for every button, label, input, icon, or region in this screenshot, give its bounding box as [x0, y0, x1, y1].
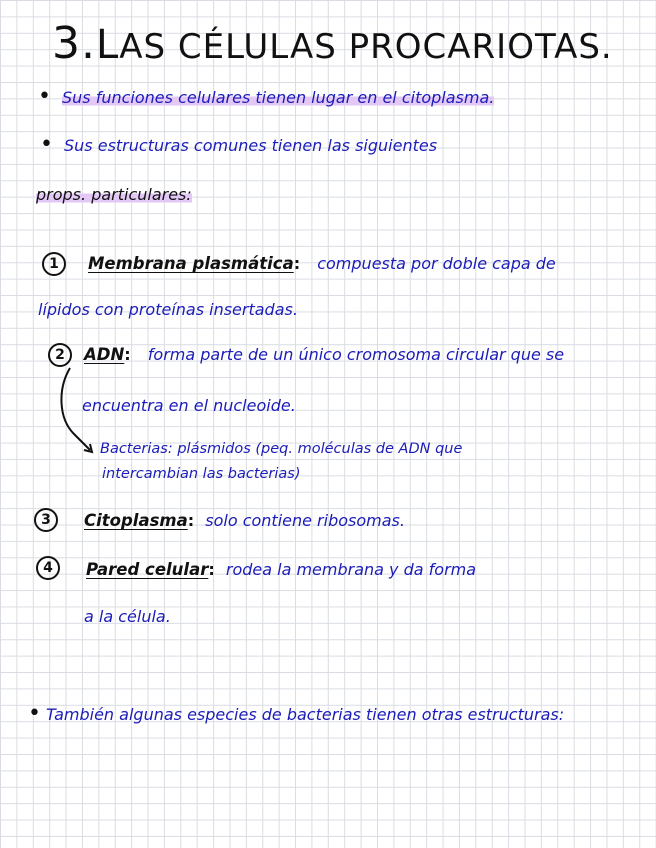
note-line: Bacterias: plásmidos (peq. moléculas de ADN que — [100, 441, 463, 457]
highlight: Sus funciones celulares tienen lugar en el citoplasma. — [62, 88, 495, 107]
item-text: rodea la membrana y da forma — [225, 560, 477, 579]
bullet-text-continued — [36, 185, 192, 204]
item-number-circle: 3 — [34, 508, 58, 532]
item-heading: Pared celular — [86, 560, 209, 579]
bullet-text — [62, 88, 494, 107]
item-note — [100, 441, 462, 457]
item-separator: : — [124, 345, 131, 364]
item-line — [86, 560, 476, 579]
item-note-continued: intercambian las bacterias) — [102, 466, 301, 482]
item-separator: : — [293, 254, 301, 273]
item-separator: : — [208, 560, 215, 579]
bullet-dot: • — [40, 132, 53, 157]
item-text: compuesta por doble capa de — [317, 254, 556, 273]
item-heading: Membrana plasmática — [88, 254, 294, 273]
bullet-dot: • — [28, 701, 41, 726]
highlight: props. particulares: — [36, 185, 192, 204]
item-text-continued: a la célula. — [84, 607, 171, 626]
item-text-continued: lípidos con proteínas insertadas. — [38, 300, 298, 319]
curved-arrow-icon — [56, 366, 100, 462]
item-line — [88, 254, 556, 273]
item-heading: Citoplasma — [84, 511, 188, 530]
item-line — [84, 511, 405, 530]
item-text: forma parte de un único cromosoma circular que se — [147, 345, 565, 364]
item-heading: ADN — [84, 345, 125, 364]
title-number: 3. — [52, 18, 96, 69]
bullet-text: Sus estructuras comunes tienen las siguientes — [64, 136, 438, 155]
page-title — [52, 18, 613, 69]
item-text-continued: encuentra en el nucleoide. — [82, 396, 296, 415]
title-text: AS CÉLULAS PROCARIOTAS. — [119, 27, 613, 67]
item-number-circle: 1 — [42, 252, 66, 276]
item-line — [84, 345, 564, 364]
item-number-circle: 2 — [48, 343, 72, 367]
title-first-letter: L — [95, 22, 120, 68]
item-separator: : — [187, 511, 195, 530]
item-number-circle: 4 — [36, 556, 60, 580]
bullet-dot: • — [38, 84, 51, 109]
bullet-text: También algunas especies de bacterias tienen otras estructuras: — [46, 705, 565, 724]
item-text: solo contiene ribosomas. — [205, 511, 405, 530]
